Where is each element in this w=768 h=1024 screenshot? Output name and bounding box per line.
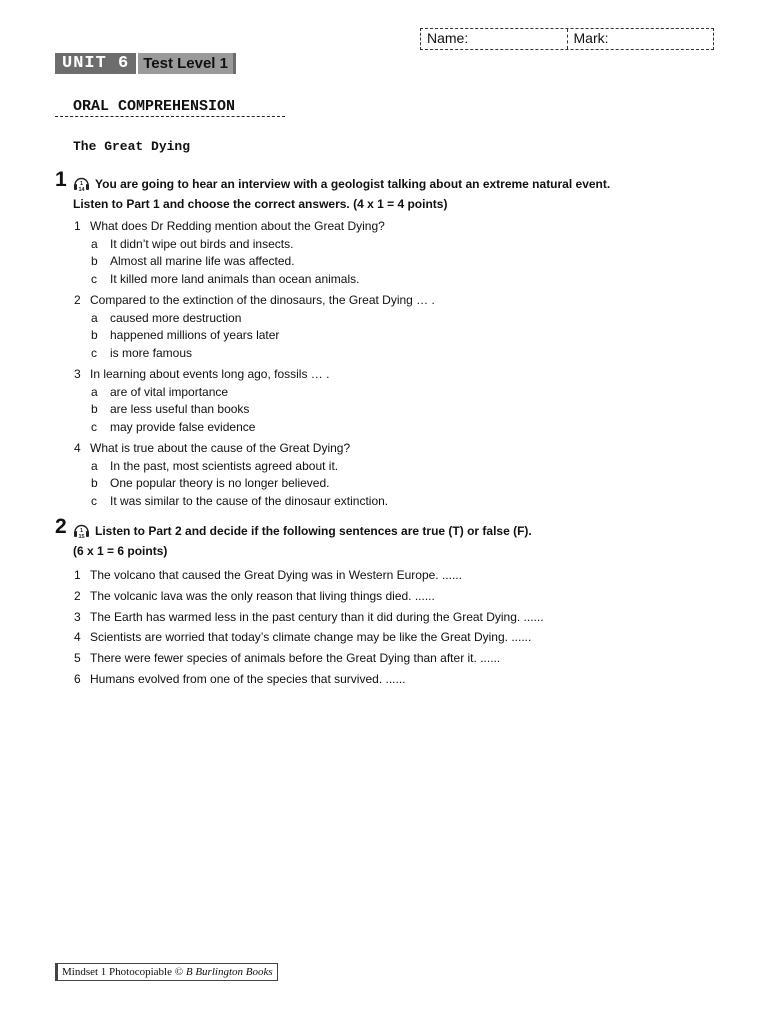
question-item	[55, 292, 695, 362]
answer-option[interactable]	[55, 310, 695, 328]
question-number: 2	[74, 293, 81, 307]
name-mark-box	[420, 28, 714, 50]
option-letter: b	[91, 254, 98, 268]
option-letter: a	[91, 236, 98, 251]
option-letter: c	[91, 271, 97, 286]
option-text: In the past, most scientists agreed about it.	[110, 458, 339, 473]
answer-option[interactable]	[55, 493, 695, 511]
option-text: are of vital importance	[110, 384, 229, 399]
question-list	[55, 218, 695, 510]
instruction-line-1: You are going to hear an interview with a geologist talking about an extreme natural event.	[95, 177, 611, 191]
item-number: 3	[74, 609, 81, 624]
unit-banner	[55, 53, 236, 74]
item-text: Humans evolved from one of the species that survived. ......	[90, 671, 406, 686]
answer-option[interactable]	[55, 236, 695, 254]
answer-option[interactable]	[55, 401, 695, 419]
question-text: In learning about events long ago, fossils … .	[90, 367, 330, 381]
question-item	[55, 366, 695, 436]
question-item	[55, 218, 695, 288]
item-number: 5	[74, 651, 81, 666]
true-false-item[interactable]	[55, 627, 695, 648]
footer-text: Mindset 1 Photocopiable ©	[62, 966, 186, 978]
instruction-line-2: Listen to Part 1 and choose the correct answers. (4 x 1 = 4 points)	[73, 197, 448, 211]
true-false-item[interactable]	[55, 669, 695, 690]
option-text: It killed more land animals than ocean animals.	[110, 271, 360, 286]
true-false-item[interactable]	[55, 607, 695, 628]
item-number: 4	[74, 630, 81, 645]
true-false-list	[55, 565, 695, 690]
option-text: It didn’t wipe out birds and insects.	[110, 236, 294, 251]
name-field[interactable]: Name:	[427, 30, 469, 46]
question-text: Compared to the extinction of the dinosaurs, the Great Dying … .	[90, 293, 435, 307]
option-letter: b	[91, 476, 98, 490]
option-letter: c	[91, 345, 97, 360]
answer-option[interactable]	[55, 384, 695, 402]
audio-track-top: 1	[79, 528, 84, 534]
option-letter: b	[91, 402, 98, 416]
item-number: 2	[74, 588, 81, 603]
true-false-item[interactable]	[55, 565, 695, 586]
true-false-item[interactable]	[55, 586, 695, 607]
unit-label: UNIT 6	[55, 53, 136, 74]
answer-option[interactable]	[55, 327, 695, 345]
option-text: Almost all marine life was affected.	[110, 254, 295, 268]
question-text: What is true about the cause of the Great Dying?	[90, 441, 351, 455]
audio-track-bottom: 15	[78, 534, 85, 539]
answer-option[interactable]	[55, 475, 695, 493]
option-text: It was similar to the cause of the dinosaur extinction.	[110, 493, 389, 508]
question-item	[55, 440, 695, 510]
item-text: The volcano that caused the Great Dying was in Western Europe. ......	[90, 568, 462, 582]
instruction-line-2: (6 x 1 = 6 points)	[73, 544, 168, 558]
item-text: Scientists are worried that today’s climate change may be like the Great Dying. ......	[90, 630, 532, 645]
exercise-1	[55, 168, 695, 510]
exercise-2	[55, 515, 695, 690]
audio-cd-icon	[73, 175, 90, 192]
option-letter: a	[91, 384, 98, 399]
mark-field[interactable]: Mark:	[567, 29, 714, 49]
section-title: ORAL COMPREHENSION	[55, 98, 285, 117]
section-subtitle: The Great Dying	[73, 139, 191, 154]
item-text: There were fewer species of animals before the Great Dying than after it. ......	[90, 651, 501, 666]
copyright-footer	[55, 963, 278, 981]
option-text: caused more destruction	[110, 310, 242, 325]
exercise-2-header	[55, 515, 695, 561]
option-text: are less useful than books	[110, 402, 250, 416]
instruction-line-1: Listen to Part 2 and decide if the following sentences are true (T) or false (F).	[95, 524, 532, 538]
option-letter: c	[91, 419, 97, 434]
question-number: 4	[74, 441, 81, 455]
exercise-1-header	[55, 168, 695, 214]
item-number: 1	[74, 568, 81, 582]
level-label: Test Level 1	[138, 53, 236, 74]
option-letter: a	[91, 458, 98, 473]
answer-option[interactable]	[55, 271, 695, 289]
option-text: is more famous	[110, 345, 193, 360]
question-number: 1	[74, 219, 81, 233]
option-text: happened millions of years later	[110, 328, 280, 342]
option-text: One popular theory is no longer believed.	[110, 476, 330, 490]
option-letter: b	[91, 328, 98, 342]
option-text: may provide false evidence	[110, 419, 256, 434]
item-number: 6	[74, 671, 81, 686]
item-text: The Earth has warmed less in the past century than it did during the Great Dying. ......	[90, 609, 544, 624]
item-text: The volcanic lava was the only reason that living things died. ......	[90, 588, 435, 603]
question-text: What does Dr Redding mention about the Great Dying?	[90, 219, 385, 233]
answer-option[interactable]	[55, 458, 695, 476]
option-letter: c	[91, 493, 97, 508]
exercise-number: 2	[55, 515, 67, 538]
true-false-item[interactable]	[55, 648, 695, 669]
audio-track-bottom: 14	[78, 187, 85, 192]
answer-option[interactable]	[55, 419, 695, 437]
answer-option[interactable]	[55, 345, 695, 363]
audio-track-top: 1	[79, 181, 84, 187]
option-letter: a	[91, 310, 98, 325]
publisher-logo: B Burlington Books	[185, 966, 273, 978]
question-number: 3	[74, 367, 81, 381]
audio-cd-icon	[73, 522, 90, 539]
answer-option[interactable]	[55, 253, 695, 271]
exercise-number: 1	[55, 168, 67, 191]
